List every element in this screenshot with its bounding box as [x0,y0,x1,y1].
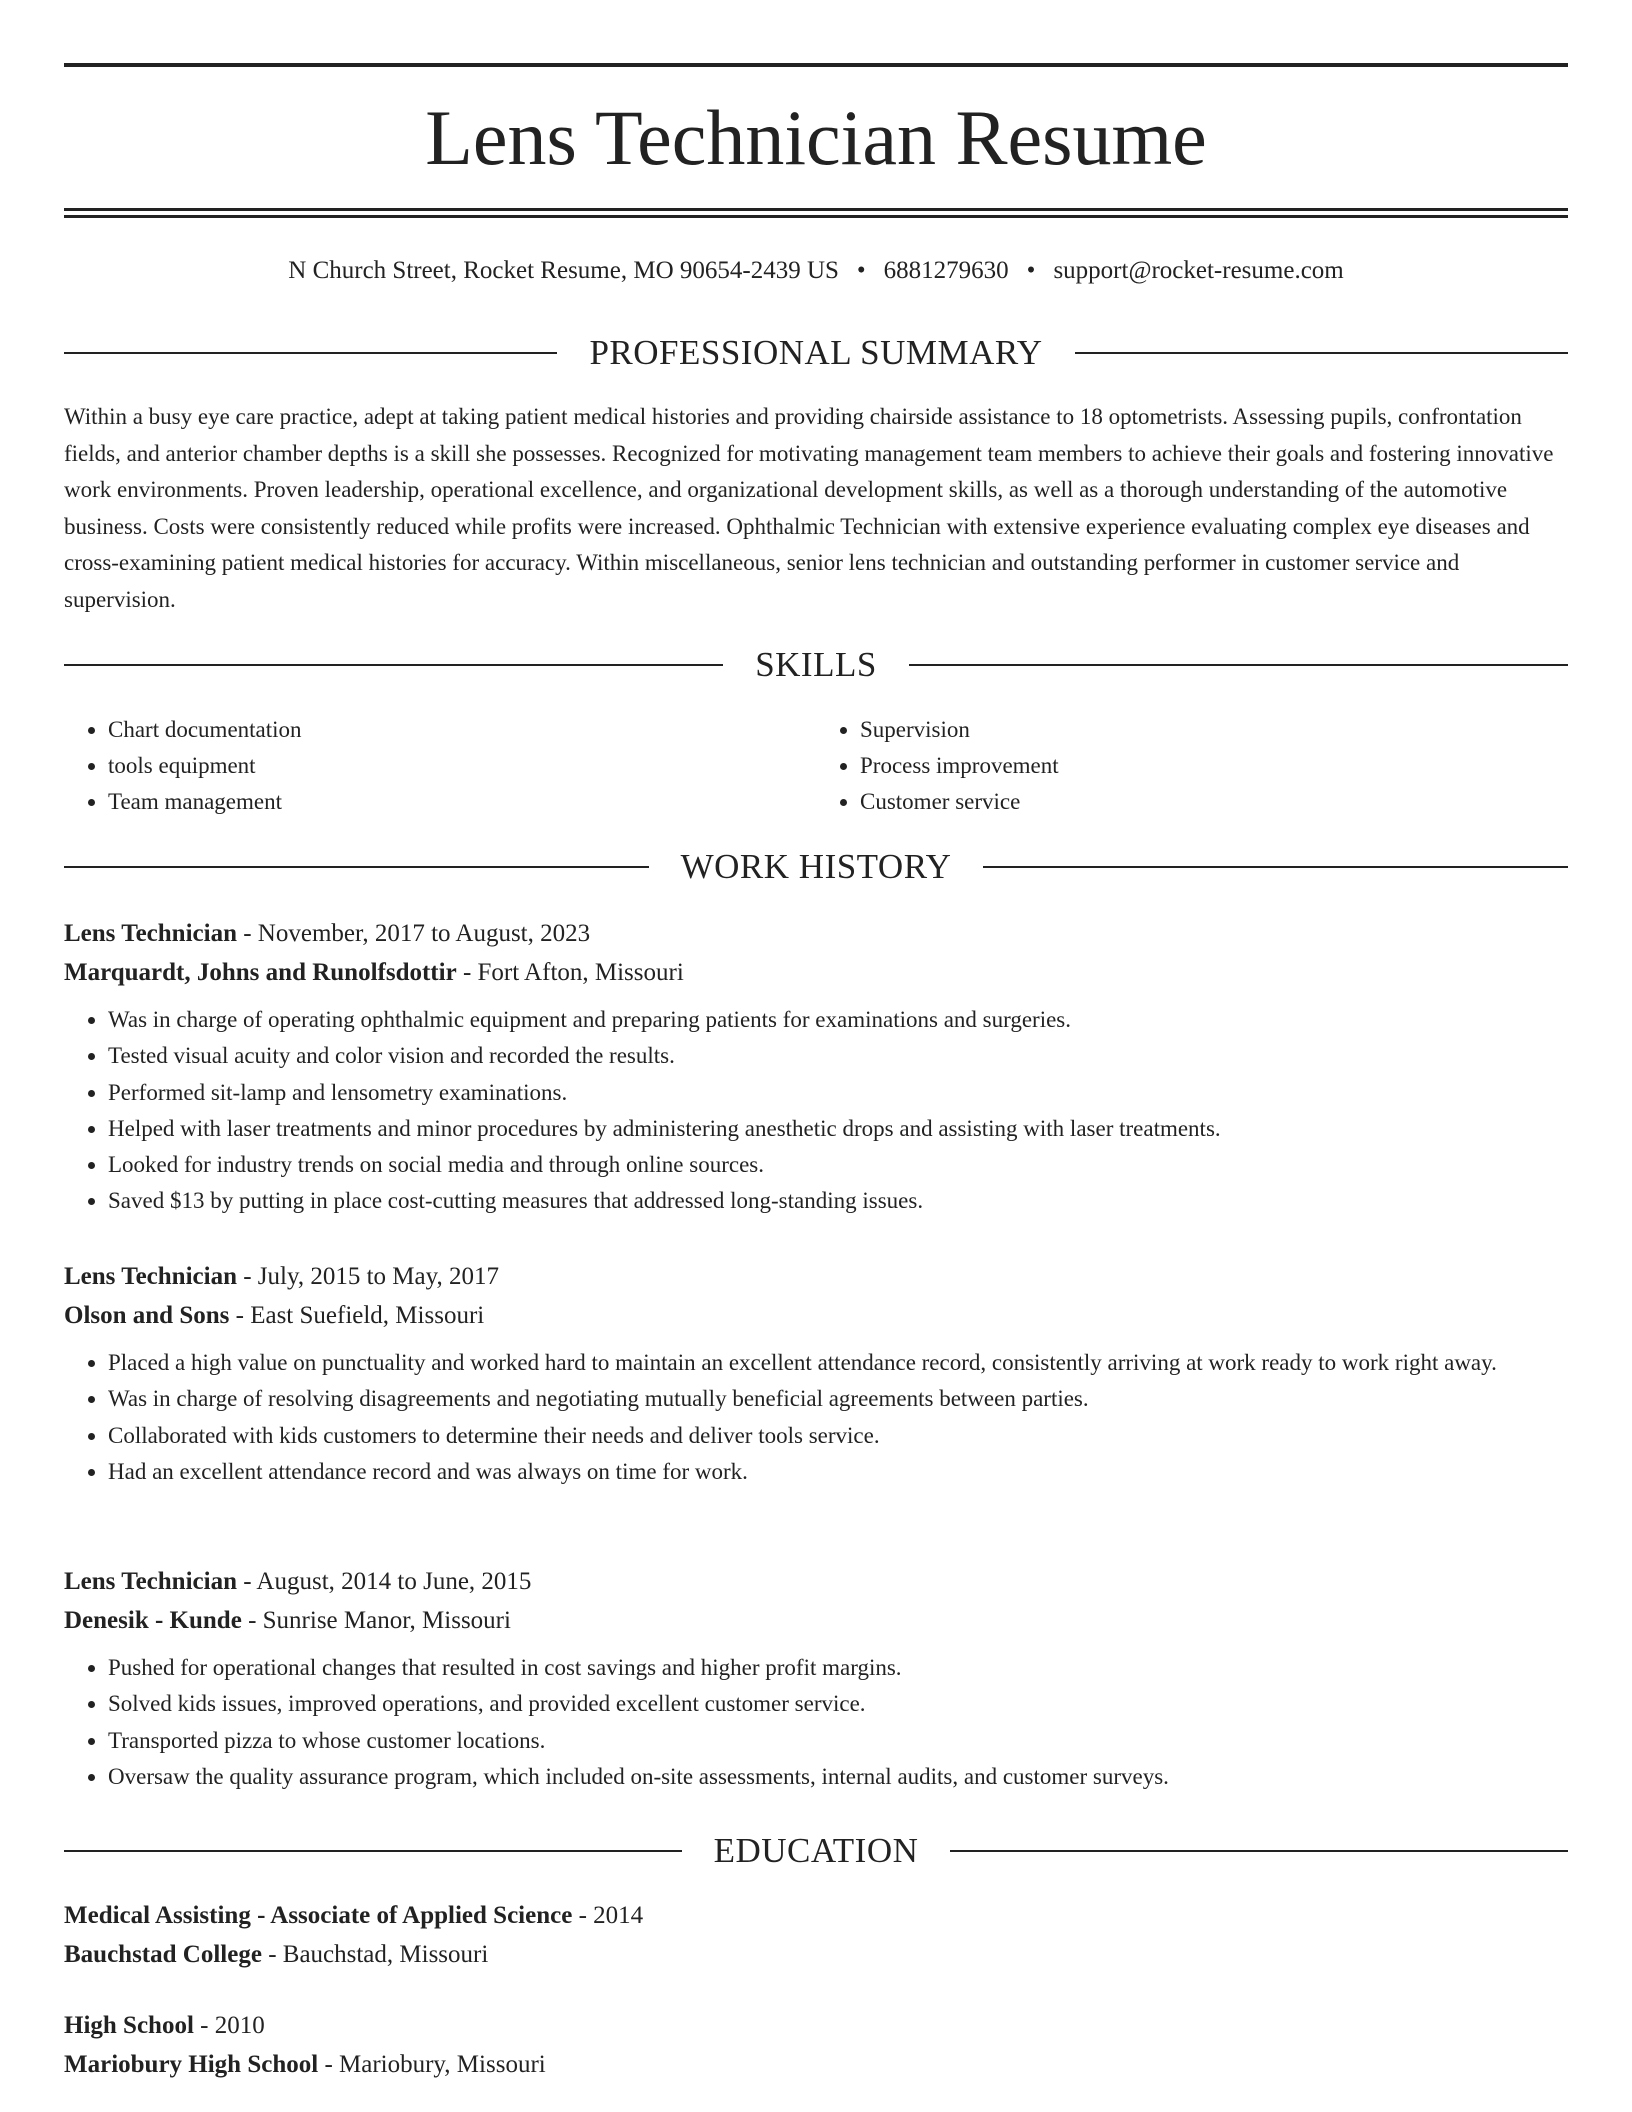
job-title: Lens Technician [64,920,237,947]
education-location: - Bauchstad, Missouri [261,1941,489,1968]
job-dates: - July, 2015 to May, 2017 [236,1263,500,1290]
divider [64,352,557,354]
job-company: Marquardt, Johns and Runolfsdottir [64,959,457,986]
job-bullet: • Saved $13 by putting in place cost-cutting measures that addressed long-standing issues. [108,1183,1568,1219]
contact-address: N Church Street, Rocket Resume, MO 90654-2439 US [288,257,839,284]
section-heading-education [64,1829,1568,1873]
job-bullet: • Was in charge of resolving disagreements and negotiating mutually beneficial agreements between parties. [108,1381,1568,1417]
job-title: Lens Technician [64,1568,237,1595]
section-title: SKILLS [755,645,877,684]
job-bullet: • Pushed for operational changes that resulted in cost savings and higher profit margins. [108,1650,1568,1686]
section-title: WORK HISTORY [680,847,952,886]
skill-item: • Chart documentation [108,712,816,748]
divider [909,664,1568,666]
job-company: Denesik - Kunde [64,1607,242,1634]
title-double-rule [64,208,1568,218]
contact-email: support@rocket-resume.com [1053,257,1344,284]
skill-item: • Supervision [860,712,1568,748]
job-entry [64,1562,1568,1795]
education-entry [64,1896,1568,1974]
job-dates: - November, 2017 to August, 2023 [236,920,591,947]
job-bullet: • Had an excellent attendance record and was always on time for work. [108,1454,1568,1490]
job-company: Olson and Sons [64,1302,230,1329]
education-degree: Medical Assisting - Associate of Applied Science [64,1902,573,1929]
skills-list [64,712,1568,820]
summary-text: Within a busy eye care practice, adept at taking patient medical histories and providing chairside assistance to 18 optometrists. Assessing pupils, confrontation fields, and anterior chamber depths is a skill she possesses. Recognized for motivating management team members to achieve their goals and fostering innovative work environments. Proven leadership, operational excellence, and organizational development skills, as well as a thorough understanding of the automotive business. Costs were consistently reduced while profits were increased. Ophthalmic Technician with extensive experience evaluating complex eye diseases and cross-examining patient medical histories for accuracy. Within miscellaneous, senior lens technician and outstanding performer in customer service and supervision. [64,404,1554,612]
education-degree-line [64,2006,1568,2045]
job-bullet: • Looked for industry trends on social media and through online sources. [108,1147,1568,1183]
job-bullets [64,1002,1568,1220]
divider [950,1850,1568,1852]
job-bullet: • Transported pizza to whose customer locations. [108,1723,1568,1759]
skill-item: • Process improvement [860,748,1568,784]
job-location: - Sunrise Manor, Missouri [241,1607,511,1634]
divider [64,866,649,868]
education-year: - 2014 [572,1902,644,1929]
education-location: - Mariobury, Missouri [318,2051,546,2078]
skills-column-right [816,712,1568,820]
job-bullet: • Was in charge of operating ophthalmic equipment and preparing patients for examinations and surgeries. [108,1002,1568,1038]
contact-phone: 6881279630 [883,257,1009,284]
job-title-line [64,1562,1568,1601]
section-heading-summary [64,331,1568,375]
job-bullet: • Performed sit-lamp and lensometry examinations. [108,1075,1568,1111]
section-title: EDUCATION [713,1831,919,1870]
job-company-line [64,1296,1568,1335]
education-school-line [64,2045,1568,2084]
divider [64,664,723,666]
resume-title: Lens Technician Resume [425,94,1207,181]
education-school: Mariobury High School [64,2051,319,2078]
top-rule [64,63,1568,67]
job-dates: - August, 2014 to June, 2015 [236,1568,532,1595]
job-bullet: • Tested visual acuity and color vision and recorded the results. [108,1038,1568,1074]
job-company-line [64,953,1568,992]
education-school: Bauchstad College [64,1941,262,1968]
education-entry [64,2006,1568,2084]
contact-separator: • [1026,257,1036,284]
divider [983,866,1568,868]
section-heading-work [64,845,1568,889]
job-location: - East Suefield, Missouri [229,1302,485,1329]
job-location: - Fort Afton, Missouri [456,959,684,986]
job-bullet: • Collaborated with kids customers to determine their needs and deliver tools service. [108,1418,1568,1454]
job-title: Lens Technician [64,1263,237,1290]
education-degree-line [64,1896,1568,1935]
skill-item: • Customer service [860,784,1568,820]
job-title-line [64,914,1568,953]
job-bullet: • Helped with laser treatments and minor procedures by administering anesthetic drops and assisting with laser treatments. [108,1111,1568,1147]
education-degree: High School [64,2012,194,2039]
job-title-line [64,1257,1568,1296]
contact-separator: • [856,257,866,284]
divider [64,1850,682,1852]
job-bullet: • Oversaw the quality assurance program, which included on-site assessments, internal audits, and customer surveys. [108,1759,1568,1795]
job-company-line [64,1601,1568,1640]
education-year: - 2010 [193,2012,265,2039]
skill-item: • tools equipment [108,748,816,784]
education-school-line [64,1935,1568,1974]
job-entry [64,1257,1568,1490]
contact-line [64,254,1568,288]
skill-item: • Team management [108,784,816,820]
job-bullet: • Solved kids issues, improved operations, and provided excellent customer service. [108,1686,1568,1722]
section-heading-skills [64,643,1568,687]
divider [1075,352,1568,354]
job-bullets [64,1650,1568,1795]
skills-column-left [64,712,816,820]
section-title: PROFESSIONAL SUMMARY [589,333,1043,372]
job-entry [64,914,1568,1220]
job-bullet: • Placed a high value on punctuality and worked hard to maintain an excellent attendance record, consistently arriving at work ready to work right away. [108,1345,1568,1381]
job-bullets [64,1345,1568,1490]
